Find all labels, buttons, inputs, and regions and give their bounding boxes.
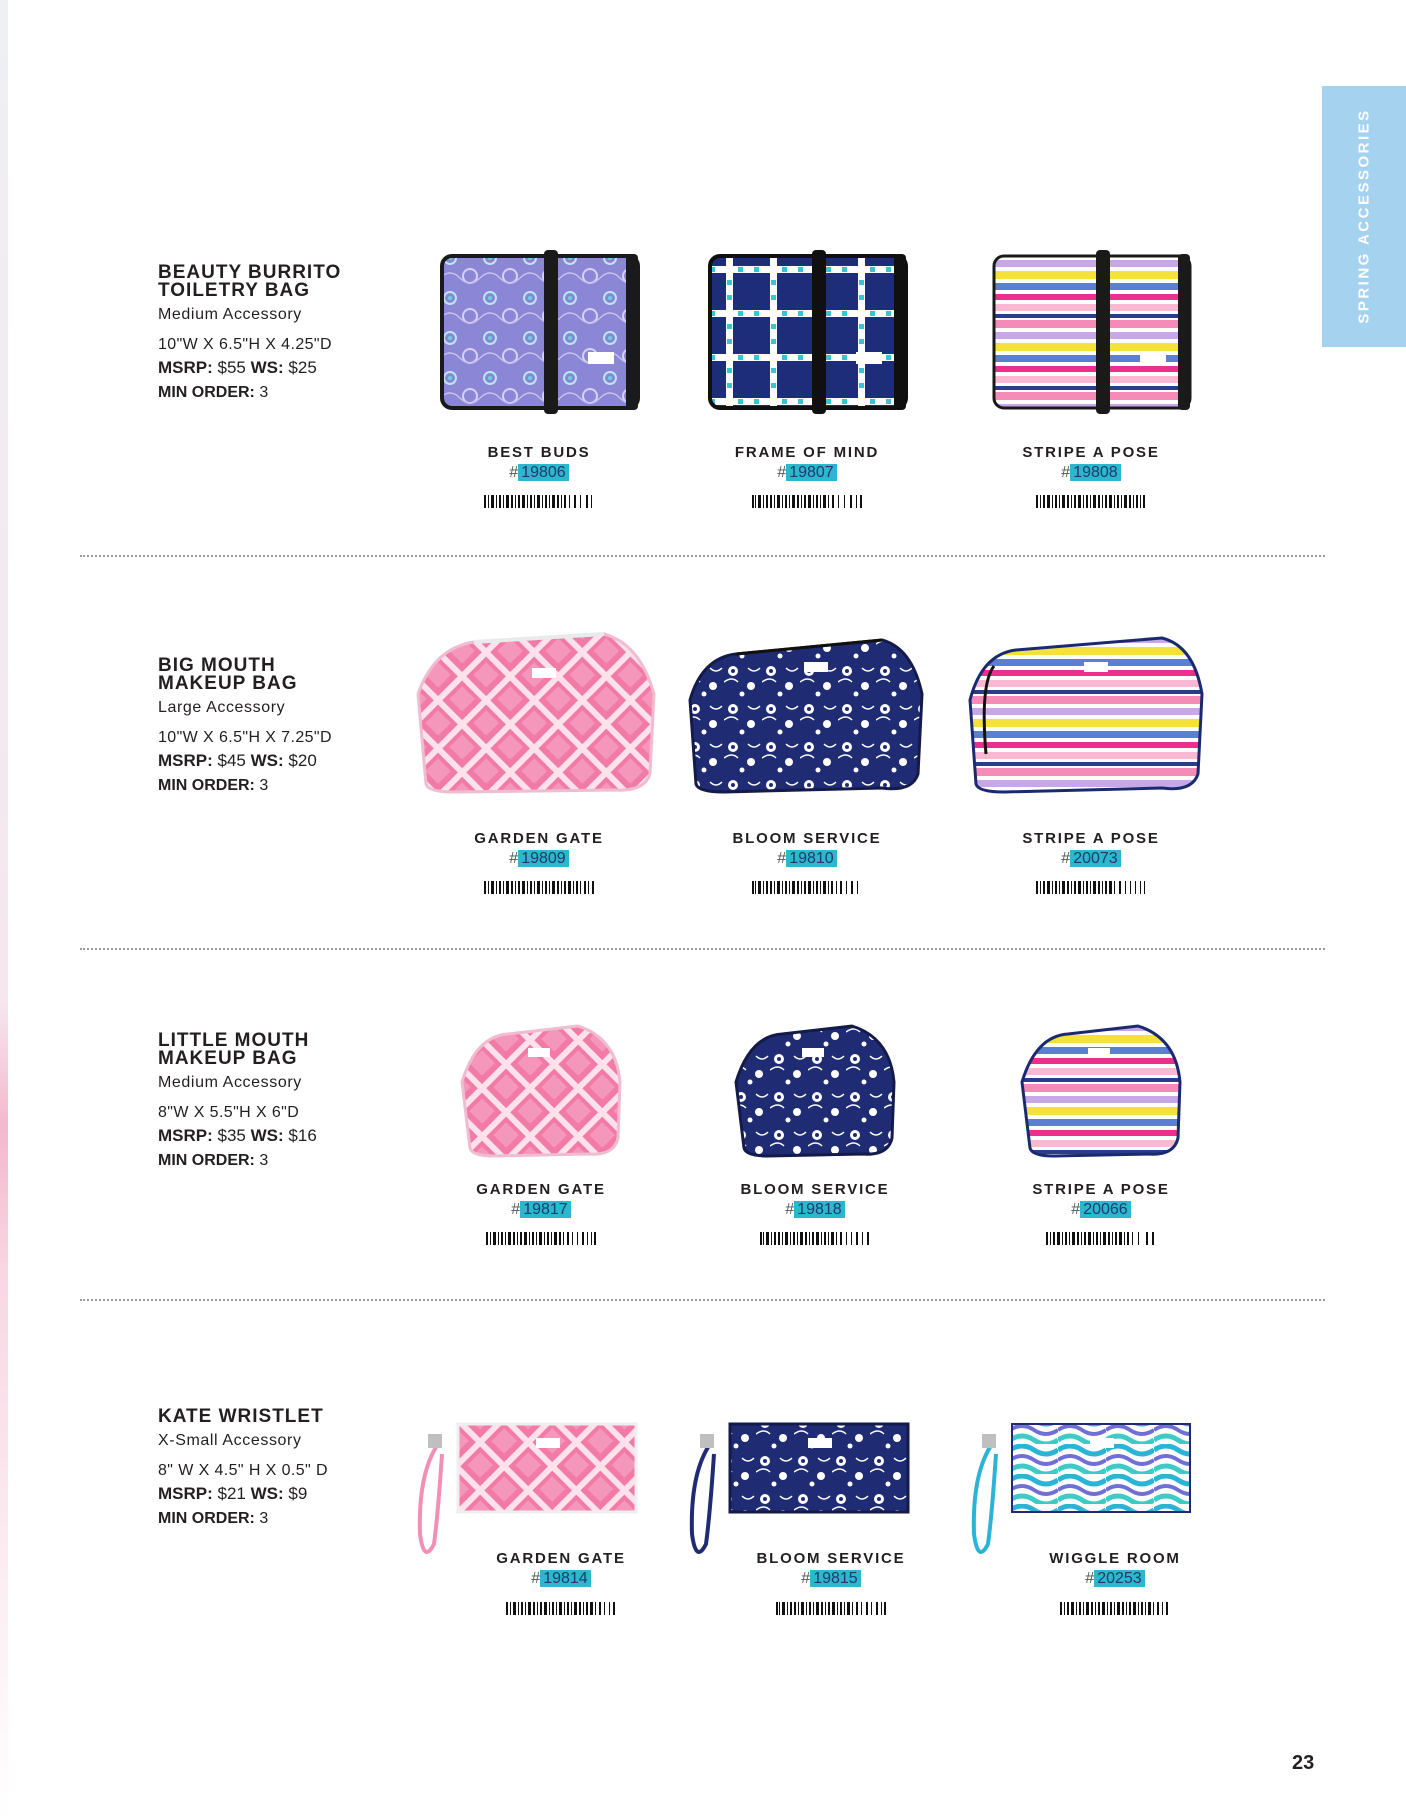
msrp-value: $35 — [217, 1126, 246, 1145]
min-order-value: 3 — [259, 384, 269, 401]
min-order-value: 3 — [259, 777, 269, 794]
msrp-value: $55 — [217, 358, 246, 377]
sku — [696, 1570, 966, 1588]
sku-number: 19814 — [540, 1570, 591, 1587]
barcode — [484, 881, 594, 894]
barcode — [760, 1232, 870, 1245]
product-info — [158, 1032, 418, 1170]
sku-number: 19817 — [520, 1201, 571, 1218]
colorway-name: BEST BUDS — [487, 444, 591, 461]
barcode — [1036, 881, 1146, 894]
product-dimensions: 10"W X 6.5"H X 4.25"D — [158, 336, 332, 353]
ws-label: WS: — [250, 1126, 284, 1145]
ws-label: WS: — [250, 358, 284, 377]
min-order-label: MIN ORDER: — [158, 384, 255, 401]
price-line — [158, 751, 418, 771]
colorway-name: GARDEN GATE — [496, 1550, 626, 1567]
section-tab — [1322, 86, 1406, 347]
product-image-pink-lattice-wristlet — [408, 1414, 638, 1566]
barcode — [776, 1602, 886, 1615]
min-order-line — [158, 777, 418, 795]
sku-hash: # — [531, 1570, 541, 1587]
product-info — [158, 264, 418, 402]
sku — [956, 850, 1226, 868]
price-line — [158, 1484, 418, 1504]
sku-number: 19809 — [518, 850, 569, 867]
sku-hash: # — [1085, 1570, 1095, 1587]
product-info — [158, 657, 418, 795]
sku-hash: # — [801, 1570, 811, 1587]
product-name: LITTLE MOUTH MAKEUP BAG — [158, 1030, 310, 1069]
msrp-value: $45 — [217, 751, 246, 770]
sku-hash: # — [1071, 1201, 1081, 1218]
price-line — [158, 358, 418, 378]
colorway-name: STRIPE A POSE — [1032, 1181, 1170, 1198]
ws-label: WS: — [250, 1484, 284, 1503]
page-number: 23 — [1292, 1752, 1315, 1774]
sku-hash: # — [1061, 464, 1071, 481]
min-order-value: 3 — [259, 1510, 269, 1527]
min-order-line — [158, 1152, 418, 1170]
sku — [980, 1570, 1250, 1588]
product-size-type: Large Accessory — [158, 699, 286, 716]
sku-number: 19807 — [786, 464, 837, 481]
product-image-striped-small-bag — [1018, 1012, 1184, 1158]
price-line — [158, 1126, 418, 1146]
colorway-name: FRAME OF MIND — [734, 444, 880, 461]
product-image-striped-makeup-bag — [966, 624, 1206, 794]
ws-value: $9 — [288, 1484, 308, 1503]
msrp-label: MSRP: — [158, 751, 213, 770]
sku-hash: # — [511, 1201, 521, 1218]
product-dimensions: 10"W X 6.5"H X 7.25"D — [158, 729, 332, 746]
product-size-type: Medium Accessory — [158, 1074, 302, 1091]
min-order-line — [158, 1510, 418, 1528]
colorway-name: STRIPE A POSE — [1022, 444, 1160, 461]
barcode — [1060, 1602, 1170, 1615]
section-divider — [80, 555, 1325, 557]
sku-number: 20066 — [1080, 1201, 1131, 1218]
product-image-navy-floral-makeup-bag — [686, 624, 926, 794]
barcode — [1046, 1232, 1156, 1245]
sku-hash: # — [777, 850, 787, 867]
sku — [426, 1570, 696, 1588]
sku-number: 19806 — [518, 464, 569, 481]
sku — [672, 464, 942, 482]
section-divider — [80, 1299, 1325, 1301]
ws-value: $25 — [288, 358, 317, 377]
sku — [404, 464, 674, 482]
sku-hash: # — [785, 1201, 795, 1218]
sku-number: 19808 — [1070, 464, 1121, 481]
page-edge-decoration — [0, 0, 8, 1819]
product-size-type: Medium Accessory — [158, 306, 302, 323]
product-image-navy-floral-wristlet — [680, 1414, 910, 1566]
msrp-label: MSRP: — [158, 358, 213, 377]
barcode — [484, 495, 594, 508]
min-order-value: 3 — [259, 1152, 269, 1169]
colorway-name: BLOOM SERVICE — [740, 1181, 890, 1198]
msrp-label: MSRP: — [158, 1484, 213, 1503]
sku-hash: # — [777, 464, 787, 481]
sku-hash: # — [1061, 850, 1071, 867]
colorway-name: STRIPE A POSE — [1022, 830, 1160, 847]
sku-number: 19810 — [786, 850, 837, 867]
product-name: BEAUTY BURRITO TOILETRY BAG — [158, 262, 342, 301]
sku — [956, 464, 1226, 482]
product-image-navy-grid-toiletry-bag — [708, 248, 908, 414]
sku — [404, 850, 674, 868]
section-tab-label: SPRING ACCESSORIES — [1355, 108, 1373, 324]
section-divider — [80, 948, 1325, 950]
ws-value: $20 — [288, 751, 317, 770]
min-order-label: MIN ORDER: — [158, 1152, 255, 1169]
product-image-blue-wave-wristlet — [962, 1414, 1192, 1566]
ws-value: $16 — [288, 1126, 317, 1145]
min-order-label: MIN ORDER: — [158, 1510, 255, 1527]
barcode — [486, 1232, 596, 1245]
product-image-navy-floral-small-bag — [732, 1012, 898, 1158]
product-dimensions: 8" W X 4.5" H X 0.5" D — [158, 1462, 328, 1479]
product-image-striped-toiletry-bag — [992, 248, 1192, 414]
colorway-name: BLOOM SERVICE — [732, 830, 882, 847]
sku-number: 19818 — [794, 1201, 845, 1218]
sku-hash: # — [509, 850, 519, 867]
sku-hash: # — [509, 464, 519, 481]
sku-number: 19815 — [810, 1570, 861, 1587]
product-size-type: X-Small Accessory — [158, 1432, 302, 1449]
colorway-name: GARDEN GATE — [476, 1181, 606, 1198]
product-name: KATE WRISTLET — [158, 1406, 324, 1427]
product-image-lavender-paisley-toiletry-bag — [440, 248, 640, 414]
sku-number: 20253 — [1094, 1570, 1145, 1587]
colorway-name: GARDEN GATE — [474, 830, 604, 847]
min-order-label: MIN ORDER: — [158, 777, 255, 794]
product-info — [158, 1408, 418, 1528]
colorway-name: BLOOM SERVICE — [756, 1550, 906, 1567]
sku — [680, 1201, 950, 1219]
barcode — [752, 495, 862, 508]
sku — [406, 1201, 676, 1219]
barcode — [506, 1602, 616, 1615]
barcode — [752, 881, 862, 894]
msrp-value: $21 — [217, 1484, 246, 1503]
sku-number: 20073 — [1070, 850, 1121, 867]
barcode — [1036, 495, 1146, 508]
sku — [672, 850, 942, 868]
product-image-pink-lattice-makeup-bag — [414, 624, 658, 794]
ws-label: WS: — [250, 751, 284, 770]
msrp-label: MSRP: — [158, 1126, 213, 1145]
colorway-name: WIGGLE ROOM — [1049, 1550, 1181, 1567]
min-order-line — [158, 384, 418, 402]
product-name: BIG MOUTH MAKEUP BAG — [158, 655, 298, 694]
product-dimensions: 8"W X 5.5"H X 6"D — [158, 1104, 300, 1121]
product-image-pink-lattice-small-bag — [458, 1012, 624, 1158]
sku — [966, 1201, 1236, 1219]
